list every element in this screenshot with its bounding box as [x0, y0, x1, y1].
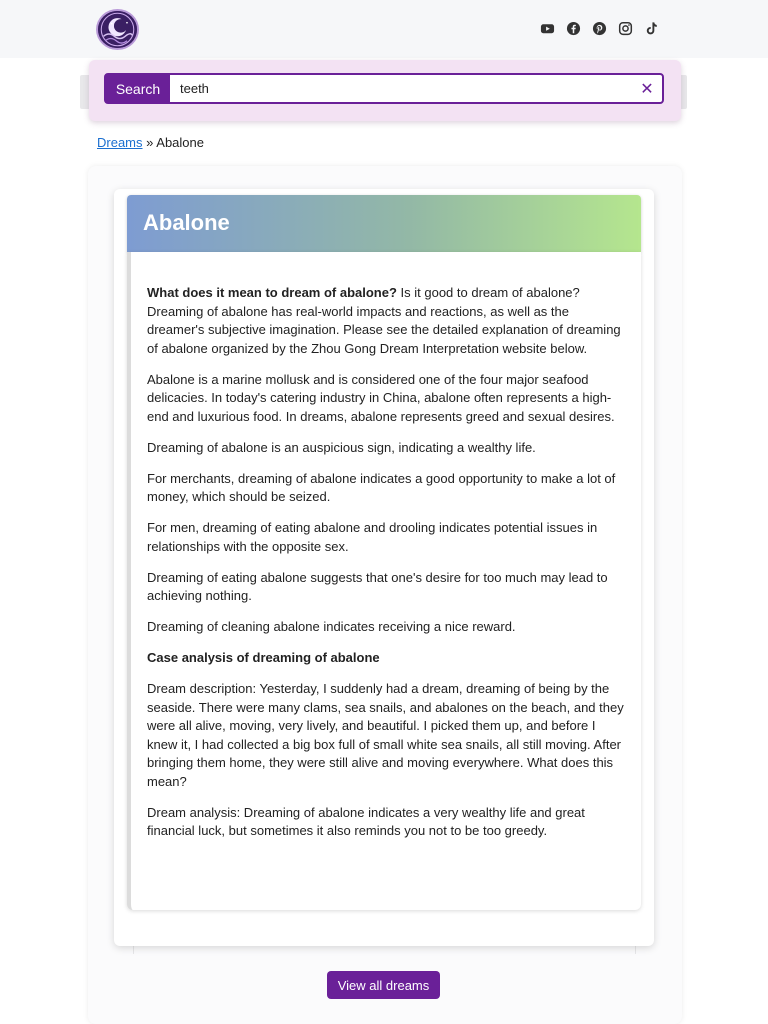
search-button[interactable]: Search	[106, 75, 170, 102]
facebook-icon[interactable]	[566, 21, 581, 36]
article-paragraph: Dreaming of eating abalone suggests that one's desire for too much may lead to achieving nothing.	[147, 569, 608, 603]
article-paragraph: Dreaming of abalone is an auspicious sign, indicating a wealthy life.	[147, 439, 536, 455]
intro-text: Is it good to dream of abalone? Dreaming of abalone has real-world impacts and reactions, as well as the dreamer's subjective imagination. Please see the detailed explanation of dreaming of abalone organized by the Zhou Gong Dream Interpretation website below.	[147, 285, 621, 356]
youtube-icon[interactable]	[540, 21, 555, 36]
tiktok-icon[interactable]	[644, 21, 659, 36]
search-input[interactable]	[170, 75, 632, 102]
search-panel	[89, 60, 681, 121]
case-analysis: Dream analysis: Dreaming of abalone indicates a very wealthy life and great financial luck, but sometimes it also reminds you not to be too greedy.	[147, 804, 585, 838]
article-paragraph: Abalone is a marine mollusk and is considered one of the four major seafood delicacies. In today's catering industry in China, abalone often represents a high-end and luxurious food. In dreams, abalone represents greed and sexual desires.	[147, 371, 615, 424]
case-description: Dream description: Yesterday, I suddenly had a dream, dreaming of being by the seaside. There were many clams, sea snails, and abalones on the beach, and they were all alive, moving, very lively, and beautiful. I picked them up, and before I knew it, I had collected a big box full of small white sea snails, all still moving. After bringing them home, they were still alive and moving everywhere. What does this mean?	[147, 681, 624, 789]
breadcrumb-link-dreams[interactable]: Dreams	[97, 135, 143, 150]
pinterest-icon[interactable]	[592, 21, 607, 36]
intro-question: What does it mean to dream of abalone?	[147, 285, 397, 300]
logo-emblem-icon	[98, 11, 137, 48]
breadcrumb-current: Abalone	[156, 135, 204, 150]
article-title: Abalone	[143, 210, 230, 235]
case-heading	[147, 649, 625, 668]
top-header	[0, 0, 768, 58]
view-all-dreams-button[interactable]: View all dreams	[327, 971, 440, 999]
instagram-icon[interactable]	[618, 21, 633, 36]
article-paragraph: For merchants, dreaming of abalone indicates a good opportunity to make a lot of money, which should be seized.	[147, 470, 616, 504]
article-body	[147, 284, 625, 853]
article-header	[127, 195, 641, 252]
intro-paragraph	[147, 284, 625, 358]
article-paragraph: For men, dreaming of eating abalone and drooling indicates potential issues in relationships with the opposite sex.	[147, 520, 598, 554]
breadcrumb	[97, 135, 204, 150]
case-heading-text: Case analysis of dreaming of abalone	[147, 650, 380, 665]
article-paragraph: Dreaming of cleaning abalone indicates receiving a nice reward.	[147, 619, 516, 634]
site-logo[interactable]	[96, 9, 139, 50]
clear-search-icon[interactable]: ✕	[640, 80, 654, 98]
search-form	[104, 73, 664, 104]
social-links	[540, 21, 659, 36]
breadcrumb-separator: »	[146, 135, 154, 150]
